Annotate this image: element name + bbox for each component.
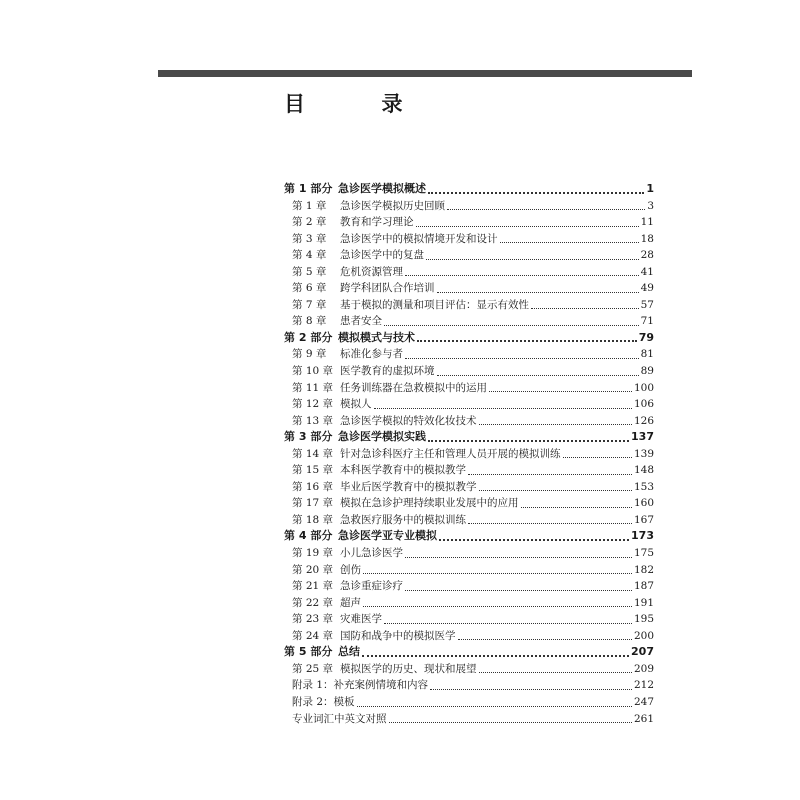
toc-entry-number: 第 17 章 [292,497,334,510]
page-title: 目 录 [284,92,405,116]
toc-entry-label [292,677,428,694]
toc-entry-number: 第 16 章 [292,480,334,493]
toc-entry-number: 第 13 章 [292,414,334,427]
toc-entry-title: 超声 [340,596,361,609]
toc-entry-number: 第 18 章 [292,513,334,526]
dot-leader [531,308,639,309]
toc-entry-title: 小儿急诊医学 [340,547,403,560]
toc-entry-label [292,578,403,595]
toc-page-number: 191 [633,596,654,609]
toc-entry-label [292,462,466,479]
toc-entry-label [284,644,360,661]
toc-chapter-row[interactable] [284,512,654,529]
toc-chapter-row[interactable] [284,198,654,215]
toc-entry-label [292,512,466,529]
toc-page-number: 28 [640,249,654,262]
toc-chapter-row[interactable] [284,479,654,496]
toc-page-number: 261 [633,712,654,725]
toc-chapter-row[interactable] [284,628,654,645]
toc-appendix-row[interactable] [284,711,654,728]
dot-leader [384,325,639,326]
toc-entry-title: 针对急诊科医疗主任和管理人员开展的模拟训练 [340,447,561,460]
toc-entry-label [292,214,414,231]
dot-leader [405,275,639,276]
toc-part-row[interactable] [284,429,654,446]
toc-appendix-row[interactable] [284,677,654,694]
toc-chapter-row[interactable] [284,247,654,264]
dot-leader [374,408,632,409]
toc-page-number: 1 [646,182,654,195]
toc-entry-number: 第 19 章 [292,547,334,560]
toc-page-number: 81 [640,348,654,361]
toc-chapter-row[interactable] [284,413,654,430]
toc-entry-title: 急诊医学中的模拟情境开发和设计 [340,232,498,245]
toc-page-number: 139 [633,447,654,460]
toc-page-number: 89 [640,365,654,378]
toc-entry-label [284,181,426,198]
dot-leader [500,242,639,243]
toc-page-number: 182 [633,563,654,576]
toc-chapter-row[interactable] [284,280,654,297]
dot-leader [363,573,632,574]
toc-entry-label [292,595,361,612]
toc-chapter-row[interactable] [284,462,654,479]
toc-page-number: 167 [633,513,654,526]
dot-leader [521,507,632,508]
dot-leader [468,474,632,475]
toc-part-row[interactable] [284,528,654,545]
toc-entry-number: 第 9 章 [292,348,327,361]
toc-entry-number: 第 2 部分 [284,330,333,344]
dot-leader [363,606,632,607]
dot-leader [405,590,632,591]
toc-page-number: 148 [633,464,654,477]
toc-page-number: 49 [640,282,654,295]
toc-chapter-row[interactable] [284,611,654,628]
toc-page-number: 173 [631,529,654,543]
toc-entry-number: 第 14 章 [292,447,334,460]
toc-chapter-row[interactable] [284,595,654,612]
toc-entry-number: 第 24 章 [292,629,334,642]
toc-entry-number: 第 6 章 [292,282,327,295]
toc-page-number: 153 [633,480,654,493]
toc-entry-number: 第 3 章 [292,232,327,245]
toc-entry-title: 急救医疗服务中的模拟训练 [340,513,466,526]
toc-appendix-row[interactable] [284,694,654,711]
toc-entry-title: 模拟模式与技术 [338,330,415,344]
toc-entry-label [292,711,387,728]
toc-entry-label [292,313,382,330]
toc-page-number: 195 [633,613,654,626]
toc-entry-label [292,628,456,645]
toc-chapter-row[interactable] [284,495,654,512]
toc-entry-number: 第 10 章 [292,365,334,378]
toc-entry-label [292,346,403,363]
toc-entry-title: 国防和战争中的模拟医学 [340,629,456,642]
toc-chapter-row[interactable] [284,380,654,397]
toc-page-number: 57 [640,298,654,311]
toc-part-row[interactable] [284,644,654,661]
toc-entry-label [292,611,382,628]
toc-page-number: 175 [633,547,654,560]
toc-entry-label [292,363,435,380]
toc-page-number: 3 [647,199,654,212]
dot-leader [468,523,632,524]
toc-page-number: 212 [633,679,654,692]
toc-chapter-row[interactable] [284,545,654,562]
toc-chapter-row[interactable] [284,363,654,380]
toc-entry-label [284,429,426,446]
toc-entry-number: 第 5 章 [292,265,327,278]
toc-entry-label [292,198,445,215]
toc-entry-number: 第 3 部分 [284,430,333,444]
toc-page-number: 11 [640,216,654,229]
dot-leader [416,226,639,227]
dot-leader [479,672,632,673]
toc-entry-number: 第 2 章 [292,216,327,229]
toc-page-number: 71 [640,315,654,328]
toc-entry-label [292,280,435,297]
dot-leader [405,358,639,359]
toc-entry-number: 第 23 章 [292,613,334,626]
toc-entry-label [292,446,561,463]
toc-entry-label [284,330,415,347]
dot-leader [417,340,637,342]
toc-page-number: 100 [633,381,654,394]
dot-leader [458,639,632,640]
dot-leader [362,655,629,657]
toc-chapter-row[interactable] [284,396,654,413]
toc-entry-title: 急诊医学中的复盘 [340,249,424,262]
toc-entry-number: 第 1 章 [292,199,327,212]
toc-entry-title: 急诊重症诊疗 [340,580,403,593]
toc-entry-title: 急诊医学模拟概述 [338,182,426,195]
toc-chapter-row[interactable] [284,231,654,248]
dot-leader [437,375,639,376]
toc-entry-title: 医学教育的虚拟环境 [340,365,435,378]
toc-chapter-row[interactable] [284,346,654,363]
dot-leader [430,689,632,690]
toc-entry-number: 第 25 章 [292,662,334,675]
dot-leader [384,623,632,624]
toc-list [284,181,654,727]
toc-entry-title: 跨学科团队合作培训 [340,282,435,295]
top-rule [158,70,692,77]
toc-entry-number: 第 20 章 [292,563,334,576]
toc-entry-label [292,297,529,314]
toc-chapter-row[interactable] [284,297,654,314]
toc-entry-number: 第 11 章 [292,381,334,394]
toc-page-number: 187 [633,580,654,593]
toc-entry-number: 第 4 部分 [284,529,333,543]
toc-entry-title: 危机资源管理 [340,265,403,278]
toc-chapter-row[interactable] [284,214,654,231]
toc-page-number: 106 [633,398,654,411]
toc-part-row[interactable] [284,181,654,198]
toc-chapter-row[interactable] [284,562,654,579]
toc-entry-title: 毕业后医学教育中的模拟教学 [340,480,477,493]
dot-leader [428,440,629,442]
toc-entry-label [292,231,498,248]
dot-leader [479,424,632,425]
toc-chapter-row[interactable] [284,661,654,678]
dot-leader [489,391,632,392]
toc-entry-title: 急诊医学亚专业模拟 [338,529,437,543]
toc-entry-title: 急诊医学模拟的特效化妆技术 [340,414,477,427]
toc-entry-label [292,380,487,397]
dot-leader [428,192,644,194]
toc-page-number: 18 [640,232,654,245]
toc-page-number: 41 [640,265,654,278]
toc-entry-title: 模拟医学的历史、现状和展望 [340,662,477,675]
toc-page-number: 200 [633,629,654,642]
toc-entry-title: 创伤 [340,563,361,576]
toc-entry-title: 任务训练器在急救模拟中的运用 [340,381,487,394]
toc-entry-title: 专业词汇中英文对照 [292,712,387,725]
dot-leader [479,490,632,491]
toc-entry-title: 模拟在急诊护理持续职业发展中的应用 [340,497,519,510]
toc-entry-title: 模拟人 [340,398,372,411]
toc-entry-title: 基于模拟的测量和项目评估：显示有效性 [340,298,529,311]
toc-entry-number: 第 15 章 [292,464,334,477]
dot-leader [357,706,632,707]
toc-entry-number: 第 1 部分 [284,182,333,195]
toc-chapter-row[interactable] [284,446,654,463]
toc-entry-label [292,264,403,281]
toc-entry-title: 本科医学教育中的模拟教学 [340,464,466,477]
toc-entry-label [292,694,355,711]
dot-leader [563,457,632,458]
toc-entry-title: 附录 2：模板 [292,695,355,708]
toc-entry-label [292,545,403,562]
toc-entry-title: 患者安全 [340,315,382,328]
toc-page-number: 79 [638,330,654,344]
toc-page-number: 137 [631,430,654,444]
toc-entry-number: 第 22 章 [292,596,334,609]
toc-entry-number: 第 7 章 [292,298,327,311]
toc-entry-title: 急诊医学模拟实践 [338,430,426,444]
toc-entry-label [292,479,477,496]
dot-leader [437,292,639,293]
toc-page-number: 207 [631,645,654,659]
toc-entry-label [292,413,477,430]
toc-entry-label [292,661,477,678]
toc-entry-title: 急诊医学模拟历史回顾 [340,199,445,212]
toc-entry-number: 第 8 章 [292,315,327,328]
toc-entry-number: 第 12 章 [292,398,334,411]
dot-leader [405,557,632,558]
toc-page-number: 126 [633,414,654,427]
toc-entry-title: 附录 1：补充案例情境和内容 [292,679,429,692]
toc-entry-title: 标准化参与者 [340,348,403,361]
toc-chapter-row[interactable] [284,578,654,595]
toc-entry-label [292,247,424,264]
toc-entry-number: 第 5 部分 [284,645,333,659]
toc-part-row[interactable] [284,330,654,347]
toc-page-number: 209 [633,662,654,675]
toc-entry-label [284,528,437,545]
toc-entry-title: 灾难医学 [340,613,382,626]
toc-page-number: 247 [633,695,654,708]
toc-entry-number: 第 21 章 [292,580,334,593]
toc-chapter-row[interactable] [284,313,654,330]
toc-entry-label [292,562,361,579]
toc-entry-title: 总结 [338,645,360,659]
dot-leader [447,209,645,210]
toc-entry-label [292,495,519,512]
toc-entry-number: 第 4 章 [292,249,327,262]
toc-page-number: 160 [633,497,654,510]
toc-chapter-row[interactable] [284,264,654,281]
dot-leader [439,539,629,541]
toc-entry-title: 教育和学习理论 [340,216,414,229]
dot-leader [389,722,632,723]
toc-entry-label [292,396,372,413]
dot-leader [426,259,639,260]
